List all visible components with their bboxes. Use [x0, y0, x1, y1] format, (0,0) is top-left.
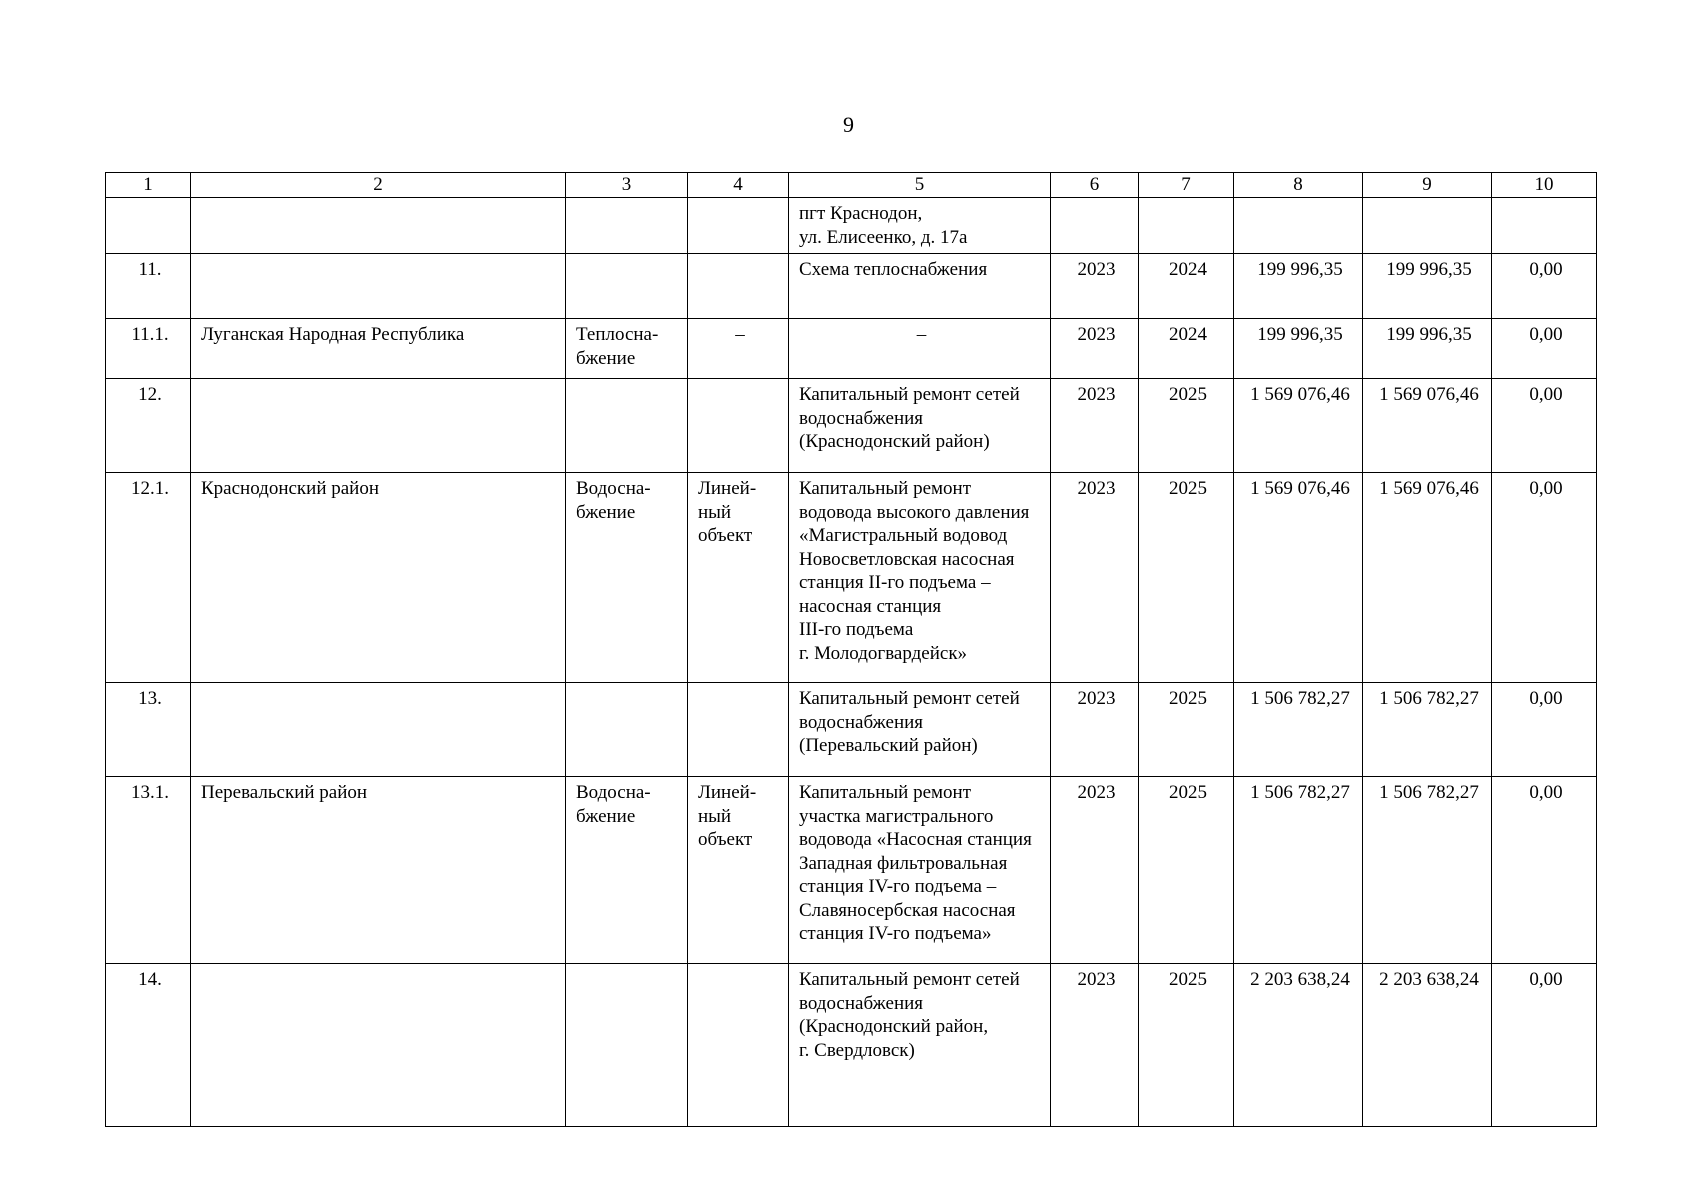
- amount-federal-cell: [1363, 198, 1492, 254]
- object-name-cell: Капитальный ремонт сетей водоснабжения (Краснодонский район, г. Свердловск): [789, 964, 1051, 1127]
- object-name-cell: –: [789, 319, 1051, 379]
- amount-federal-cell: 199 996,35: [1363, 319, 1492, 379]
- table-row: [106, 198, 1597, 254]
- sector-cell: [566, 379, 688, 473]
- amount-other-cell: 0,00: [1492, 964, 1597, 1127]
- column-header: 5: [789, 173, 1051, 198]
- row-number-cell: 12.: [106, 379, 191, 473]
- object-name-cell: Схема теплоснабжения: [789, 254, 1051, 319]
- table-row: [106, 319, 1597, 379]
- end-year-cell: 2024: [1139, 254, 1234, 319]
- start-year-cell: 2023: [1051, 254, 1139, 319]
- start-year-cell: [1051, 198, 1139, 254]
- amount-other-cell: 0,00: [1492, 254, 1597, 319]
- object-type-cell: [688, 964, 789, 1127]
- amount-total-cell: 1 506 782,27: [1234, 683, 1363, 777]
- region-cell: Краснодонский район: [191, 473, 566, 683]
- table-row: [106, 683, 1597, 777]
- amount-total-cell: 199 996,35: [1234, 319, 1363, 379]
- amount-federal-cell: 1 506 782,27: [1363, 683, 1492, 777]
- row-number-cell: 11.: [106, 254, 191, 319]
- amount-federal-cell: 199 996,35: [1363, 254, 1492, 319]
- column-header: 4: [688, 173, 789, 198]
- column-header: 2: [191, 173, 566, 198]
- end-year-cell: 2025: [1139, 683, 1234, 777]
- start-year-cell: 2023: [1051, 683, 1139, 777]
- amount-total-cell: 1 506 782,27: [1234, 777, 1363, 964]
- table-row: [106, 964, 1597, 1127]
- row-number-cell: 14.: [106, 964, 191, 1127]
- start-year-cell: 2023: [1051, 319, 1139, 379]
- object-type-cell: [688, 198, 789, 254]
- object-type-cell: Линей- ный объект: [688, 777, 789, 964]
- amount-other-cell: [1492, 198, 1597, 254]
- column-number-row: [106, 173, 1597, 198]
- object-name-cell: Капитальный ремонт участка магистрального водовода «Насосная станция Западная фильтровальная станция IV-го подъема – Славяносербская насосная станция IV-го подъема»: [789, 777, 1051, 964]
- sector-cell: Водосна- бжение: [566, 777, 688, 964]
- amount-total-cell: 2 203 638,24: [1234, 964, 1363, 1127]
- sector-cell: [566, 964, 688, 1127]
- row-number-cell: [106, 198, 191, 254]
- row-number-cell: 12.1.: [106, 473, 191, 683]
- object-type-cell: [688, 683, 789, 777]
- data-table: [105, 172, 1597, 1127]
- object-type-cell: –: [688, 319, 789, 379]
- table-row: [106, 777, 1597, 964]
- table-row: [106, 379, 1597, 473]
- object-type-cell: Линей- ный объект: [688, 473, 789, 683]
- column-header: 8: [1234, 173, 1363, 198]
- sector-cell: Теплосна- бжение: [566, 319, 688, 379]
- object-type-cell: [688, 379, 789, 473]
- amount-total-cell: 1 569 076,46: [1234, 473, 1363, 683]
- amount-other-cell: 0,00: [1492, 473, 1597, 683]
- amount-federal-cell: 1 569 076,46: [1363, 473, 1492, 683]
- object-name-cell: Капитальный ремонт сетей водоснабжения (Перевальский район): [789, 683, 1051, 777]
- start-year-cell: 2023: [1051, 777, 1139, 964]
- start-year-cell: 2023: [1051, 379, 1139, 473]
- sector-cell: [566, 254, 688, 319]
- region-cell: [191, 683, 566, 777]
- end-year-cell: 2025: [1139, 777, 1234, 964]
- sector-cell: [566, 683, 688, 777]
- row-number-cell: 13.: [106, 683, 191, 777]
- end-year-cell: 2025: [1139, 379, 1234, 473]
- amount-other-cell: 0,00: [1492, 683, 1597, 777]
- amount-federal-cell: 1 506 782,27: [1363, 777, 1492, 964]
- amount-total-cell: [1234, 198, 1363, 254]
- region-cell: [191, 254, 566, 319]
- object-name-cell: пгт Краснодон, ул. Елисеенко, д. 17а: [789, 198, 1051, 254]
- amount-total-cell: 1 569 076,46: [1234, 379, 1363, 473]
- region-cell: [191, 198, 566, 254]
- amount-other-cell: 0,00: [1492, 379, 1597, 473]
- column-header: 1: [106, 173, 191, 198]
- sector-cell: Водосна- бжение: [566, 473, 688, 683]
- column-header: 9: [1363, 173, 1492, 198]
- object-type-cell: [688, 254, 789, 319]
- amount-other-cell: 0,00: [1492, 319, 1597, 379]
- end-year-cell: [1139, 198, 1234, 254]
- end-year-cell: 2024: [1139, 319, 1234, 379]
- table-row: [106, 473, 1597, 683]
- row-number-cell: 11.1.: [106, 319, 191, 379]
- object-name-cell: Капитальный ремонт водовода высокого давления «Магистральный водовод Новосветловская насосная станция II-го подъема – насосная станция III-го подъема г. Молодогвардейск»: [789, 473, 1051, 683]
- row-number-cell: 13.1.: [106, 777, 191, 964]
- end-year-cell: 2025: [1139, 964, 1234, 1127]
- start-year-cell: 2023: [1051, 964, 1139, 1127]
- region-cell: [191, 964, 566, 1127]
- region-cell: Луганская Народная Республика: [191, 319, 566, 379]
- amount-other-cell: 0,00: [1492, 777, 1597, 964]
- column-header: 3: [566, 173, 688, 198]
- object-name-cell: Капитальный ремонт сетей водоснабжения (Краснодонский район): [789, 379, 1051, 473]
- table-row: [106, 254, 1597, 319]
- sector-cell: [566, 198, 688, 254]
- region-cell: [191, 379, 566, 473]
- page-number: 9: [843, 112, 854, 137]
- column-header: 7: [1139, 173, 1234, 198]
- amount-total-cell: 199 996,35: [1234, 254, 1363, 319]
- start-year-cell: 2023: [1051, 473, 1139, 683]
- amount-federal-cell: 2 203 638,24: [1363, 964, 1492, 1127]
- column-header: 10: [1492, 173, 1597, 198]
- region-cell: Перевальский район: [191, 777, 566, 964]
- column-header: 6: [1051, 173, 1139, 198]
- amount-federal-cell: 1 569 076,46: [1363, 379, 1492, 473]
- end-year-cell: 2025: [1139, 473, 1234, 683]
